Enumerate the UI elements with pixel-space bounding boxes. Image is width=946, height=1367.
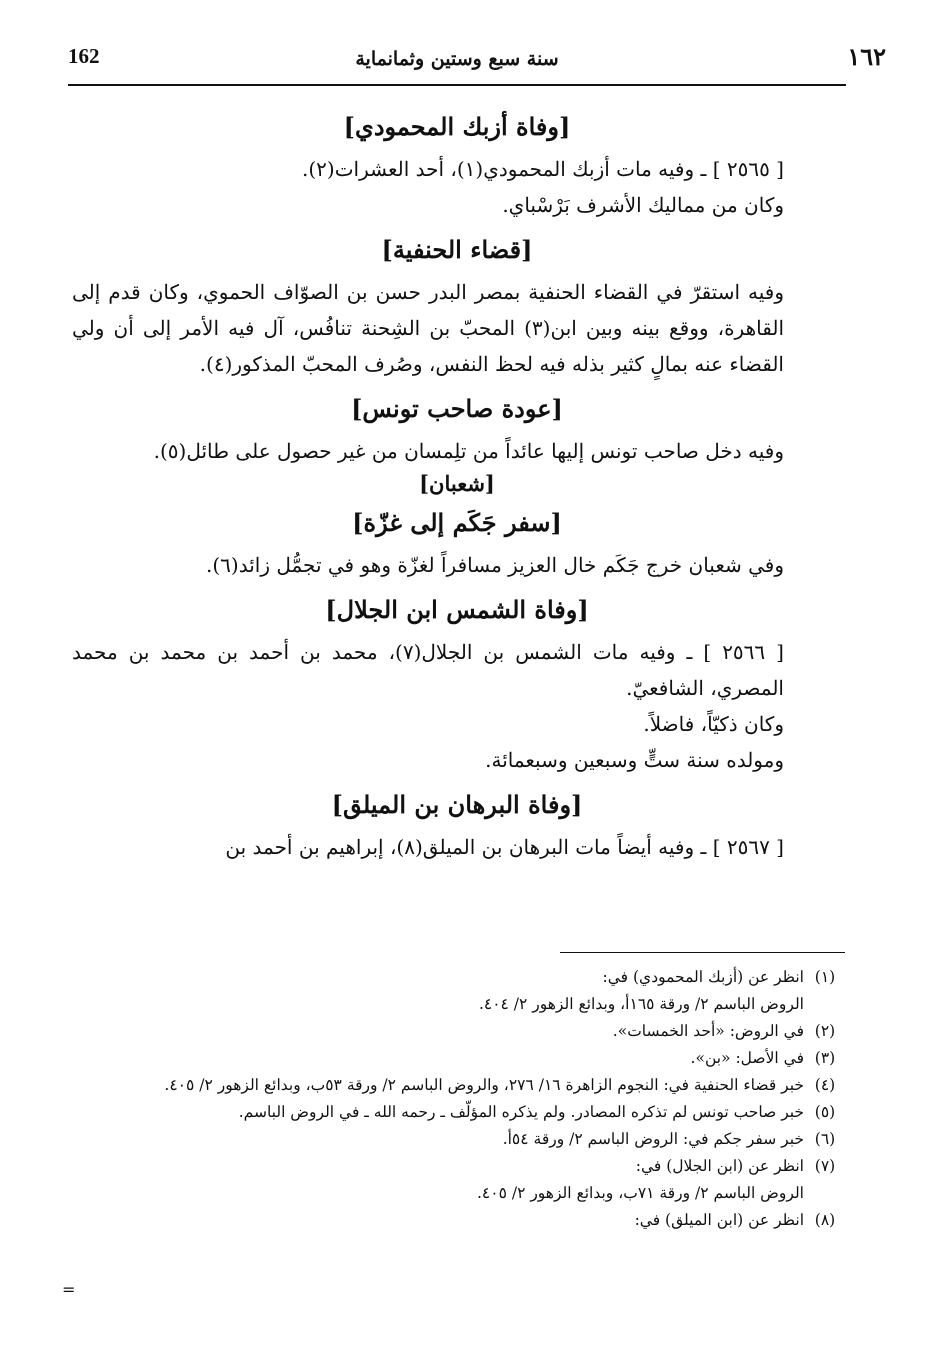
section-heading: [وفاة أزبك المحمودي] <box>343 112 571 141</box>
section-heading: [وفاة الشمس ابن الجلال] <box>325 595 589 624</box>
footnote <box>72 1099 846 1126</box>
section-heading: [قضاء الحنفية] <box>381 235 533 264</box>
main-text <box>72 100 842 865</box>
footnote-text: انظر عن (ابن الميلق) في: <box>634 1211 804 1229</box>
text-paragraph: وفيه دخل صاحب تونس إليها عائداً من تلِمسان من غير حصول على طائل(٥). <box>153 439 784 463</box>
text-paragraph: وفي شعبان خرج جَكَم خال العزيز مسافراً لغزّة وهو في تجمُّل زائد(٦). <box>205 553 784 577</box>
footnote-number: (٣) <box>814 1049 836 1067</box>
footnote <box>72 1018 846 1045</box>
section-heading: [وفاة البرهان بن الميلق] <box>331 790 583 819</box>
text-paragraph: وفيه استقرّ في القضاء الحنفية بمصر البدر حسن بن الصوّاف الحموي، وكان قدم إلى القاهرة، ووقع بينه وبين ابن(٣) المحبّ بن الشِحنة تنافُس، آل فيه الأمر إلى أن ولي القضاء عنه بمالٍ كثير بذله فيه لحظ النفس، وصُرف المحبّ المذكور(٤). <box>72 280 784 376</box>
footnote-number: (٢) <box>814 1022 836 1040</box>
footnote-divider <box>560 952 845 953</box>
footnote-text: انظر عن (ابن الجلال) في: <box>635 1157 804 1175</box>
text-paragraph: وكان ذكيّاً، فاضلاً. <box>643 712 784 736</box>
entry-paragraph: [ ٢٥٦٧ ] ـ وفيه أيضاً مات البرهان بن الميلق(٨)، إبراهيم بن أحمد بن <box>225 835 784 859</box>
running-title: سنة سبع وستين وثمانماية <box>355 48 559 70</box>
text-paragraph: وكان من مماليك الأشرف بَرْسْباي. <box>502 193 784 217</box>
footnote <box>72 964 846 991</box>
section-heading: [سفر جَكَم إلى غزّة] <box>352 508 562 537</box>
footnote-continuation: الروض الباسم ٢/ ورقة ١٦٥أ، وبدائع الزهور ٢/ ٤٠٤. <box>478 995 804 1013</box>
entry-paragraph: [ ٢٥٦٦ ] ـ وفيه مات الشمس بن الجلال(٧)، محمد بن أحمد بن محمد بن محمد المصري، الشافعيّ. <box>72 640 784 700</box>
footnote <box>72 1126 846 1153</box>
footnote-text: خبر سفر جكم في: الروض الباسم ٢/ ورقة ٥٤أ. <box>502 1130 804 1148</box>
footnote-continuation: الروض الباسم ٢/ ورقة ٧١ب، وبدائع الزهور ٢/ ٤٠٥. <box>476 1184 804 1202</box>
footnote <box>72 1153 846 1180</box>
footnote-text: في الروض: «أحد الخمسات». <box>612 1022 804 1040</box>
page-number-arabic: ١٦٢ <box>847 42 886 71</box>
footnote-number: (٤) <box>814 1076 836 1094</box>
page-header <box>68 40 886 86</box>
footnote <box>72 1045 846 1072</box>
footnotes <box>72 964 846 1234</box>
section-heading: [عودة صاحب تونس] <box>351 394 563 423</box>
footnote-number: (٨) <box>814 1211 836 1229</box>
month-heading: [شعبان] <box>419 471 495 496</box>
footnote-number: (٥) <box>814 1103 836 1121</box>
continuation-mark: = <box>62 1280 76 1299</box>
footnote-text: انظر عن (أزبك المحمودي) في: <box>602 968 804 986</box>
entry-paragraph: [ ٢٥٦٥ ] ـ وفيه مات أزبك المحمودي(١)، أحد العشرات(٢). <box>301 157 784 181</box>
footnote-number: (٦) <box>814 1130 836 1148</box>
footnote <box>72 1207 846 1234</box>
footnote-text: في الأصل: «بن». <box>690 1049 804 1067</box>
footnote-number: (٧) <box>814 1157 836 1175</box>
text-paragraph: ومولده سنة ستٍّ وسبعين وسبعمائة. <box>485 748 784 772</box>
page-number-latin: 162 <box>68 44 100 68</box>
footnote <box>72 1072 846 1099</box>
footnote-text: خبر قضاء الحنفية في: النجوم الزاهرة ١٦/ ٢٧٦، والروض الباسم ٢/ ورقة ٥٣ب، وبدائع الزهور ٢/ ٤٠٥. <box>164 1076 804 1094</box>
footnote-text: خبر صاحب تونس لم تذكره المصادر. ولم يذكره المؤلّف ـ رحمه الله ـ في الروض الباسم. <box>238 1103 804 1121</box>
footnote-number: (١) <box>814 968 836 986</box>
